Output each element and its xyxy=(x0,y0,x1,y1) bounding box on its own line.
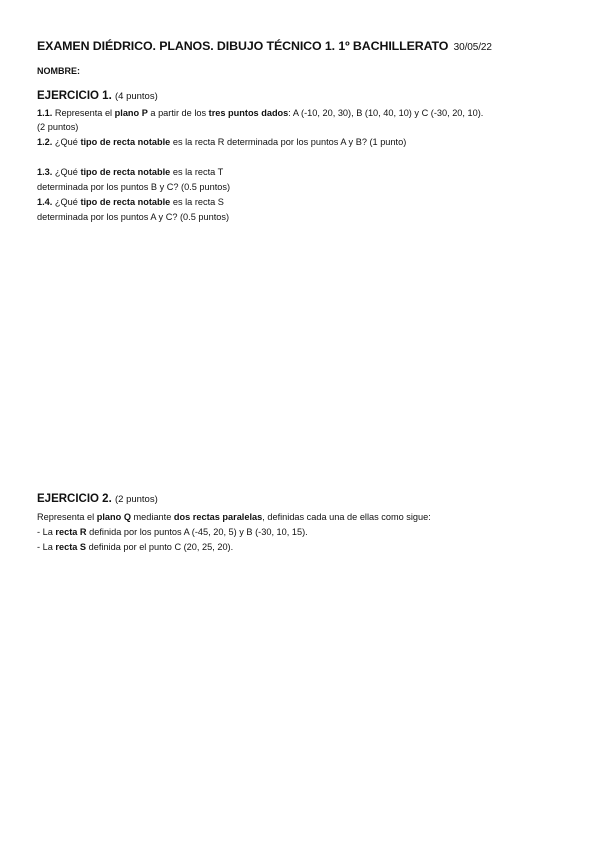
ex2-item1-text-b: definida por los puntos A (-45, 20, 5) y B (-30, 10, 15). xyxy=(89,527,308,537)
ex2-item2-bold: recta S xyxy=(55,542,87,552)
exercise2-item-2 xyxy=(37,541,233,553)
exercise2-points: (2 puntos) xyxy=(114,494,158,505)
ex2-intro-bold-b: dos rectas paralelas xyxy=(173,512,263,522)
name-label: NOMBRE: xyxy=(37,66,80,76)
q1-4-text-b: es la recta S xyxy=(172,197,224,207)
ex2-intro-bold-a: plano Q xyxy=(96,512,131,522)
ex2-intro-text-c: , definidas cada una de ellas como sigue: xyxy=(262,512,431,522)
question-1-1 xyxy=(37,107,483,119)
q1-2-number: 1.2. xyxy=(37,137,53,147)
ex2-item2-text-b: definida por el punto C (20, 25, 20). xyxy=(88,542,234,552)
q1-4-number: 1.4. xyxy=(37,197,53,207)
question-1-2 xyxy=(37,136,406,148)
ex2-intro-text-b: mediante xyxy=(133,512,172,522)
q1-2-text-a: ¿Qué xyxy=(54,137,78,147)
exercise2-title: EJERCICIO 2. xyxy=(37,493,112,505)
q1-3-text-a: ¿Qué xyxy=(54,167,78,177)
q1-4-text-a: ¿Qué xyxy=(54,197,78,207)
exercise1-points: (4 puntos) xyxy=(114,91,158,102)
exam-title xyxy=(37,39,492,53)
q1-1-bold-b: tres puntos dados xyxy=(208,108,289,118)
exercise1-title: EJERCICIO 1. xyxy=(37,90,112,102)
question-1-4 xyxy=(37,196,224,208)
q1-3-bold-a: tipo de recta notable xyxy=(80,167,171,177)
question-1-4-cont: determinada por los puntos A y C? (0.5 puntos) xyxy=(37,212,230,222)
q1-4-bold-a: tipo de recta notable xyxy=(80,197,171,207)
ex2-intro-text-a: Representa el xyxy=(37,512,95,522)
question-1-3-cont: determinada por los puntos B y C? (0.5 puntos) xyxy=(37,182,231,192)
ex2-item2-text-a: - La xyxy=(37,542,53,552)
q1-1-bold-a: plano P xyxy=(114,108,148,118)
q1-1-text-c: : A (-10, 20, 30), B (10, 40, 10) y C (-30, 20, 10). xyxy=(288,108,484,118)
exercise2-heading xyxy=(37,493,158,505)
q1-1-number: 1.1. xyxy=(37,108,53,118)
q1-3-number: 1.3. xyxy=(37,167,53,177)
exercise2-item-1 xyxy=(37,526,308,538)
q1-2-text-b: es la recta R determinada por los puntos A y B? (1 punto) xyxy=(172,137,407,147)
q1-1-text-a: Representa el xyxy=(54,108,113,118)
exam-date: 30/05/22 xyxy=(453,42,492,53)
exercise2-intro xyxy=(37,511,431,523)
q1-3-text-b: es la recta T xyxy=(172,167,224,177)
exercise1-heading xyxy=(37,90,158,102)
question-1-1-points: (2 puntos) xyxy=(37,122,79,132)
title-text: EXAMEN DIÉDRICO. PLANOS. DIBUJO TÉCNICO 1. 1º BACHILLERATO xyxy=(37,39,449,53)
q1-2-bold-a: tipo de recta notable xyxy=(80,137,171,147)
ex2-item1-text-a: - La xyxy=(37,527,53,537)
question-1-3 xyxy=(37,166,223,178)
ex2-item1-bold: recta R xyxy=(55,527,87,537)
q1-1-text-b: a partir de los xyxy=(150,108,207,118)
